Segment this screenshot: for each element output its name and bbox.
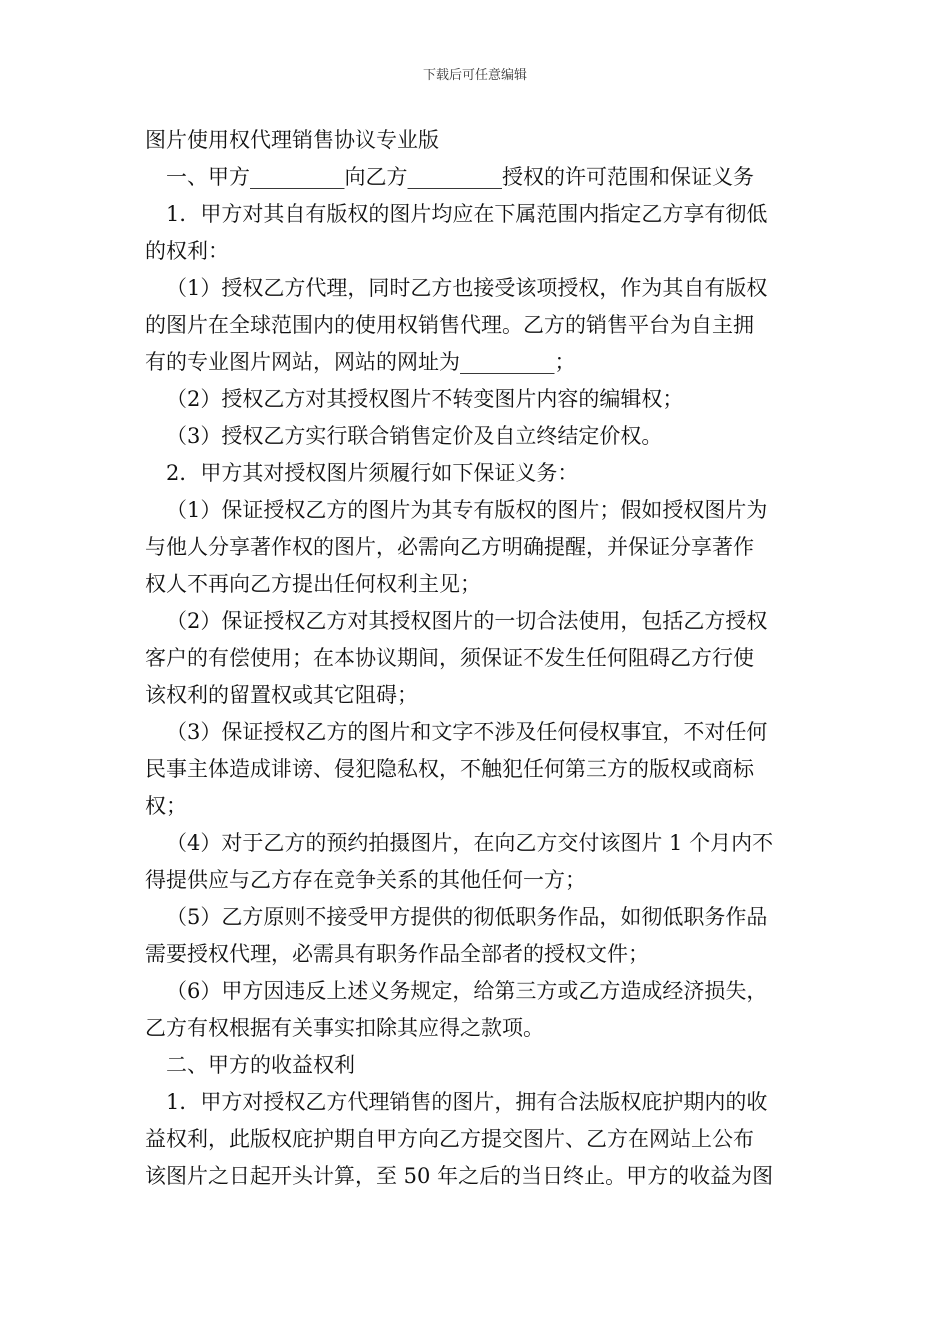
text-line: （6）甲方因违反上述义务规定，给第三方或乙方造成经济损失，: [166, 979, 768, 1003]
text-line: （2）授权乙方对其授权图片不转变图片内容的编辑权；: [166, 387, 684, 411]
text-line: 权人不再向乙方提出任何权利主见；: [145, 572, 481, 596]
text-line: 1．甲方对其自有版权的图片均应在下属范围内指定乙方享有彻低: [166, 202, 768, 226]
text-line: 客户的有偿使用；在本协议期间，须保证不发生任何阻碍乙方行使: [145, 646, 754, 670]
text-line: 的权利：: [145, 239, 229, 263]
text-line: （3）保证授权乙方的图片和文字不涉及任何侵权事宜，不对任何: [166, 720, 768, 744]
document-title: 图片使用权代理销售协议专业版: [145, 128, 439, 152]
text-line: （5）乙方原则不接受甲方提供的彻低职务作品，如彻低职务作品: [166, 905, 768, 929]
text-line: （4）对于乙方的预约拍摄图片，在向乙方交付该图片 1 个月内不: [166, 831, 774, 855]
text-line: 益权利，此版权庇护期自甲方向乙方提交图片、乙方在网站上公布: [145, 1127, 754, 1151]
text-line: 一、甲方_________向乙方_________授权的许可范围和保证义务: [166, 165, 754, 189]
text-line: 的图片在全球范围内的使用权销售代理。乙方的销售平台为自主拥: [145, 313, 754, 337]
text-line: 有的专业图片网站，网站的网址为_________；: [145, 350, 576, 374]
text-line: 二、甲方的收益权利: [166, 1053, 355, 1077]
text-line: 权；: [145, 794, 187, 818]
document-body: [145, 122, 810, 1195]
text-line: （1）授权乙方代理，同时乙方也接受该项授权，作为其自有版权: [166, 276, 768, 300]
text-line: （1）保证授权乙方的图片为其专有版权的图片；假如授权图片为: [166, 498, 768, 522]
text-line: （3）授权乙方实行联合销售定价及自立终结定价权。: [166, 424, 663, 448]
text-line: 乙方有权根据有关事实扣除其应得之款项。: [145, 1016, 544, 1040]
text-line: 该权利的留置权或其它阻碍；: [145, 683, 418, 707]
page-header: 下载后可任意编辑: [422, 68, 527, 83]
text-line: 与他人分享著作权的图片，必需向乙方明确提醒，并保证分享著作: [145, 535, 754, 559]
text-line: （2）保证授权乙方对其授权图片的一切合法使用，包括乙方授权: [166, 609, 768, 633]
text-line: 需要授权代理，必需具有职务作品全部者的授权文件；: [145, 942, 649, 966]
text-line: 该图片之日起开头计算，至 50 年之后的当日终止。甲方的收益为图: [145, 1164, 774, 1188]
text-line: 民事主体造成诽谤、侵犯隐私权，不触犯任何第三方的版权或商标: [145, 757, 754, 781]
text-line: 1．甲方对授权乙方代理销售的图片，拥有合法版权庇护期内的收: [166, 1090, 768, 1114]
text-line: 2．甲方其对授权图片须履行如下保证义务：: [166, 461, 579, 485]
text-line: 得提供应与乙方存在竞争关系的其他任何一方；: [145, 868, 586, 892]
